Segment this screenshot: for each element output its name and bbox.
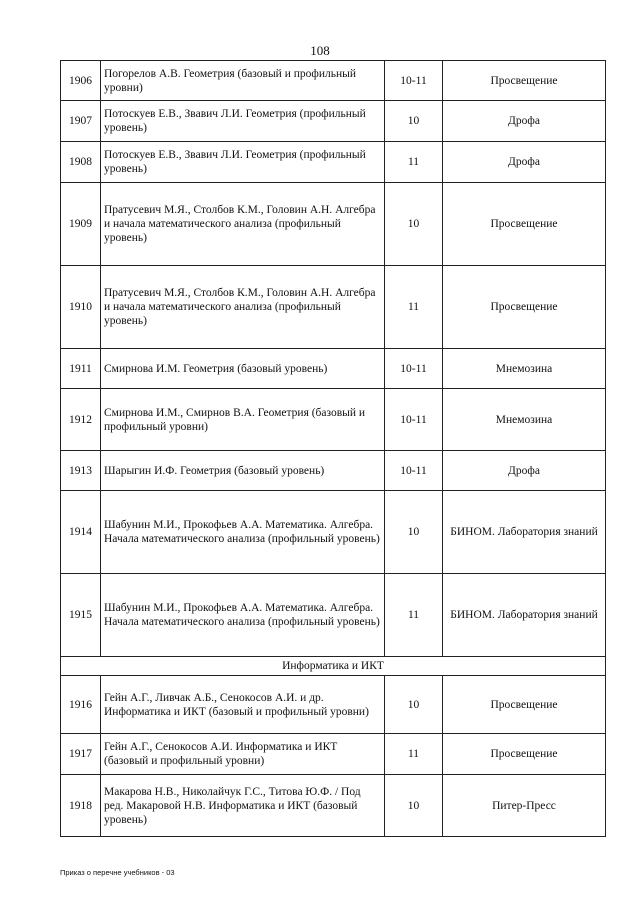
- table-row: [61, 101, 606, 142]
- table-row: [61, 451, 606, 491]
- row-number: 1906: [61, 61, 101, 101]
- section-header-row: [61, 657, 606, 676]
- grade: 10-11: [385, 61, 443, 101]
- grade: 11: [385, 142, 443, 183]
- book-title: Смирнова И.М. Геометрия (базовый уровень): [101, 349, 385, 389]
- publisher: Просвещение: [443, 676, 606, 734]
- book-title: Макарова Н.В., Николайчук Г.С., Титова Ю.Ф. / Под ред. Макаровой Н.В. Информатика и ИКТ (базовый уровень): [101, 775, 385, 837]
- book-title: Шабунин М.И., Прокофьев А.А. Математика. Алгебра. Начала математического анализа (профильный уровень): [101, 574, 385, 657]
- table-row: [61, 349, 606, 389]
- row-number: 1910: [61, 266, 101, 349]
- publisher: Дрофа: [443, 101, 606, 142]
- grade: 10: [385, 676, 443, 734]
- table-row: [61, 266, 606, 349]
- row-number: 1911: [61, 349, 101, 389]
- table-row: [61, 775, 606, 837]
- section-title: Информатика и ИКТ: [61, 657, 606, 676]
- grade: 11: [385, 574, 443, 657]
- table-row: [61, 61, 606, 101]
- grade: 10: [385, 101, 443, 142]
- table-row: [61, 676, 606, 734]
- row-number: 1913: [61, 451, 101, 491]
- grade: 10-11: [385, 349, 443, 389]
- book-title: Смирнова И.М., Смирнов В.А. Геометрия (базовый и профильный уровни): [101, 389, 385, 451]
- book-title: Шабунин М.И., Прокофьев А.А. Математика. Алгебра. Начала математического анализа (профильный уровень): [101, 491, 385, 574]
- publisher: Просвещение: [443, 183, 606, 266]
- row-number: 1908: [61, 142, 101, 183]
- book-title: Потоскуев Е.В., Звавич Л.И. Геометрия (профильный уровень): [101, 101, 385, 142]
- publisher: Просвещение: [443, 61, 606, 101]
- publisher: Просвещение: [443, 266, 606, 349]
- grade: 11: [385, 734, 443, 775]
- row-number: 1918: [61, 775, 101, 837]
- publisher: БИНОМ. Лаборатория знаний: [443, 574, 606, 657]
- publisher: Мнемозина: [443, 389, 606, 451]
- book-title: Потоскуев Е.В., Звавич Л.И. Геометрия (профильный уровень): [101, 142, 385, 183]
- row-number: 1912: [61, 389, 101, 451]
- row-number: 1916: [61, 676, 101, 734]
- publisher: Дрофа: [443, 142, 606, 183]
- publisher: Питер-Пресс: [443, 775, 606, 837]
- grade: 10: [385, 491, 443, 574]
- publisher: Мнемозина: [443, 349, 606, 389]
- row-number: 1917: [61, 734, 101, 775]
- table-row: [61, 574, 606, 657]
- book-title: Гейн А.Г., Ливчак А.Б., Сенокосов А.И. и др. Информатика и ИКТ (базовый и профильный уровни): [101, 676, 385, 734]
- row-number: 1907: [61, 101, 101, 142]
- table-row: [61, 389, 606, 451]
- grade: 10-11: [385, 389, 443, 451]
- table-row: [61, 183, 606, 266]
- page-number: 108: [310, 43, 330, 58]
- grade: 11: [385, 266, 443, 349]
- publisher: БИНОМ. Лаборатория знаний: [443, 491, 606, 574]
- table-row: [61, 491, 606, 574]
- table-row: [61, 142, 606, 183]
- textbook-table: [60, 60, 606, 837]
- grade: 10: [385, 775, 443, 837]
- book-title: Пратусевич М.Я., Столбов К.М., Головин А.Н. Алгебра и начала математического анализа (профильный уровень): [101, 266, 385, 349]
- book-title: Шарыгин И.Ф. Геометрия (базовый уровень): [101, 451, 385, 491]
- row-number: 1915: [61, 574, 101, 657]
- book-title: Погорелов А.В. Геометрия (базовый и профильный уровни): [101, 61, 385, 101]
- book-title: Пратусевич М.Я., Столбов К.М., Головин А.Н. Алгебра и начала математического анализа (профильный уровень): [101, 183, 385, 266]
- table-row: [61, 734, 606, 775]
- book-title: Гейн А.Г., Сенокосов А.И. Информатика и ИКТ (базовый и профильный уровни): [101, 734, 385, 775]
- row-number: 1914: [61, 491, 101, 574]
- grade: 10-11: [385, 451, 443, 491]
- grade: 10: [385, 183, 443, 266]
- publisher: Просвещение: [443, 734, 606, 775]
- publisher: Дрофа: [443, 451, 606, 491]
- row-number: 1909: [61, 183, 101, 266]
- footer-note: Приказ о перечне учебников - 03: [60, 868, 175, 877]
